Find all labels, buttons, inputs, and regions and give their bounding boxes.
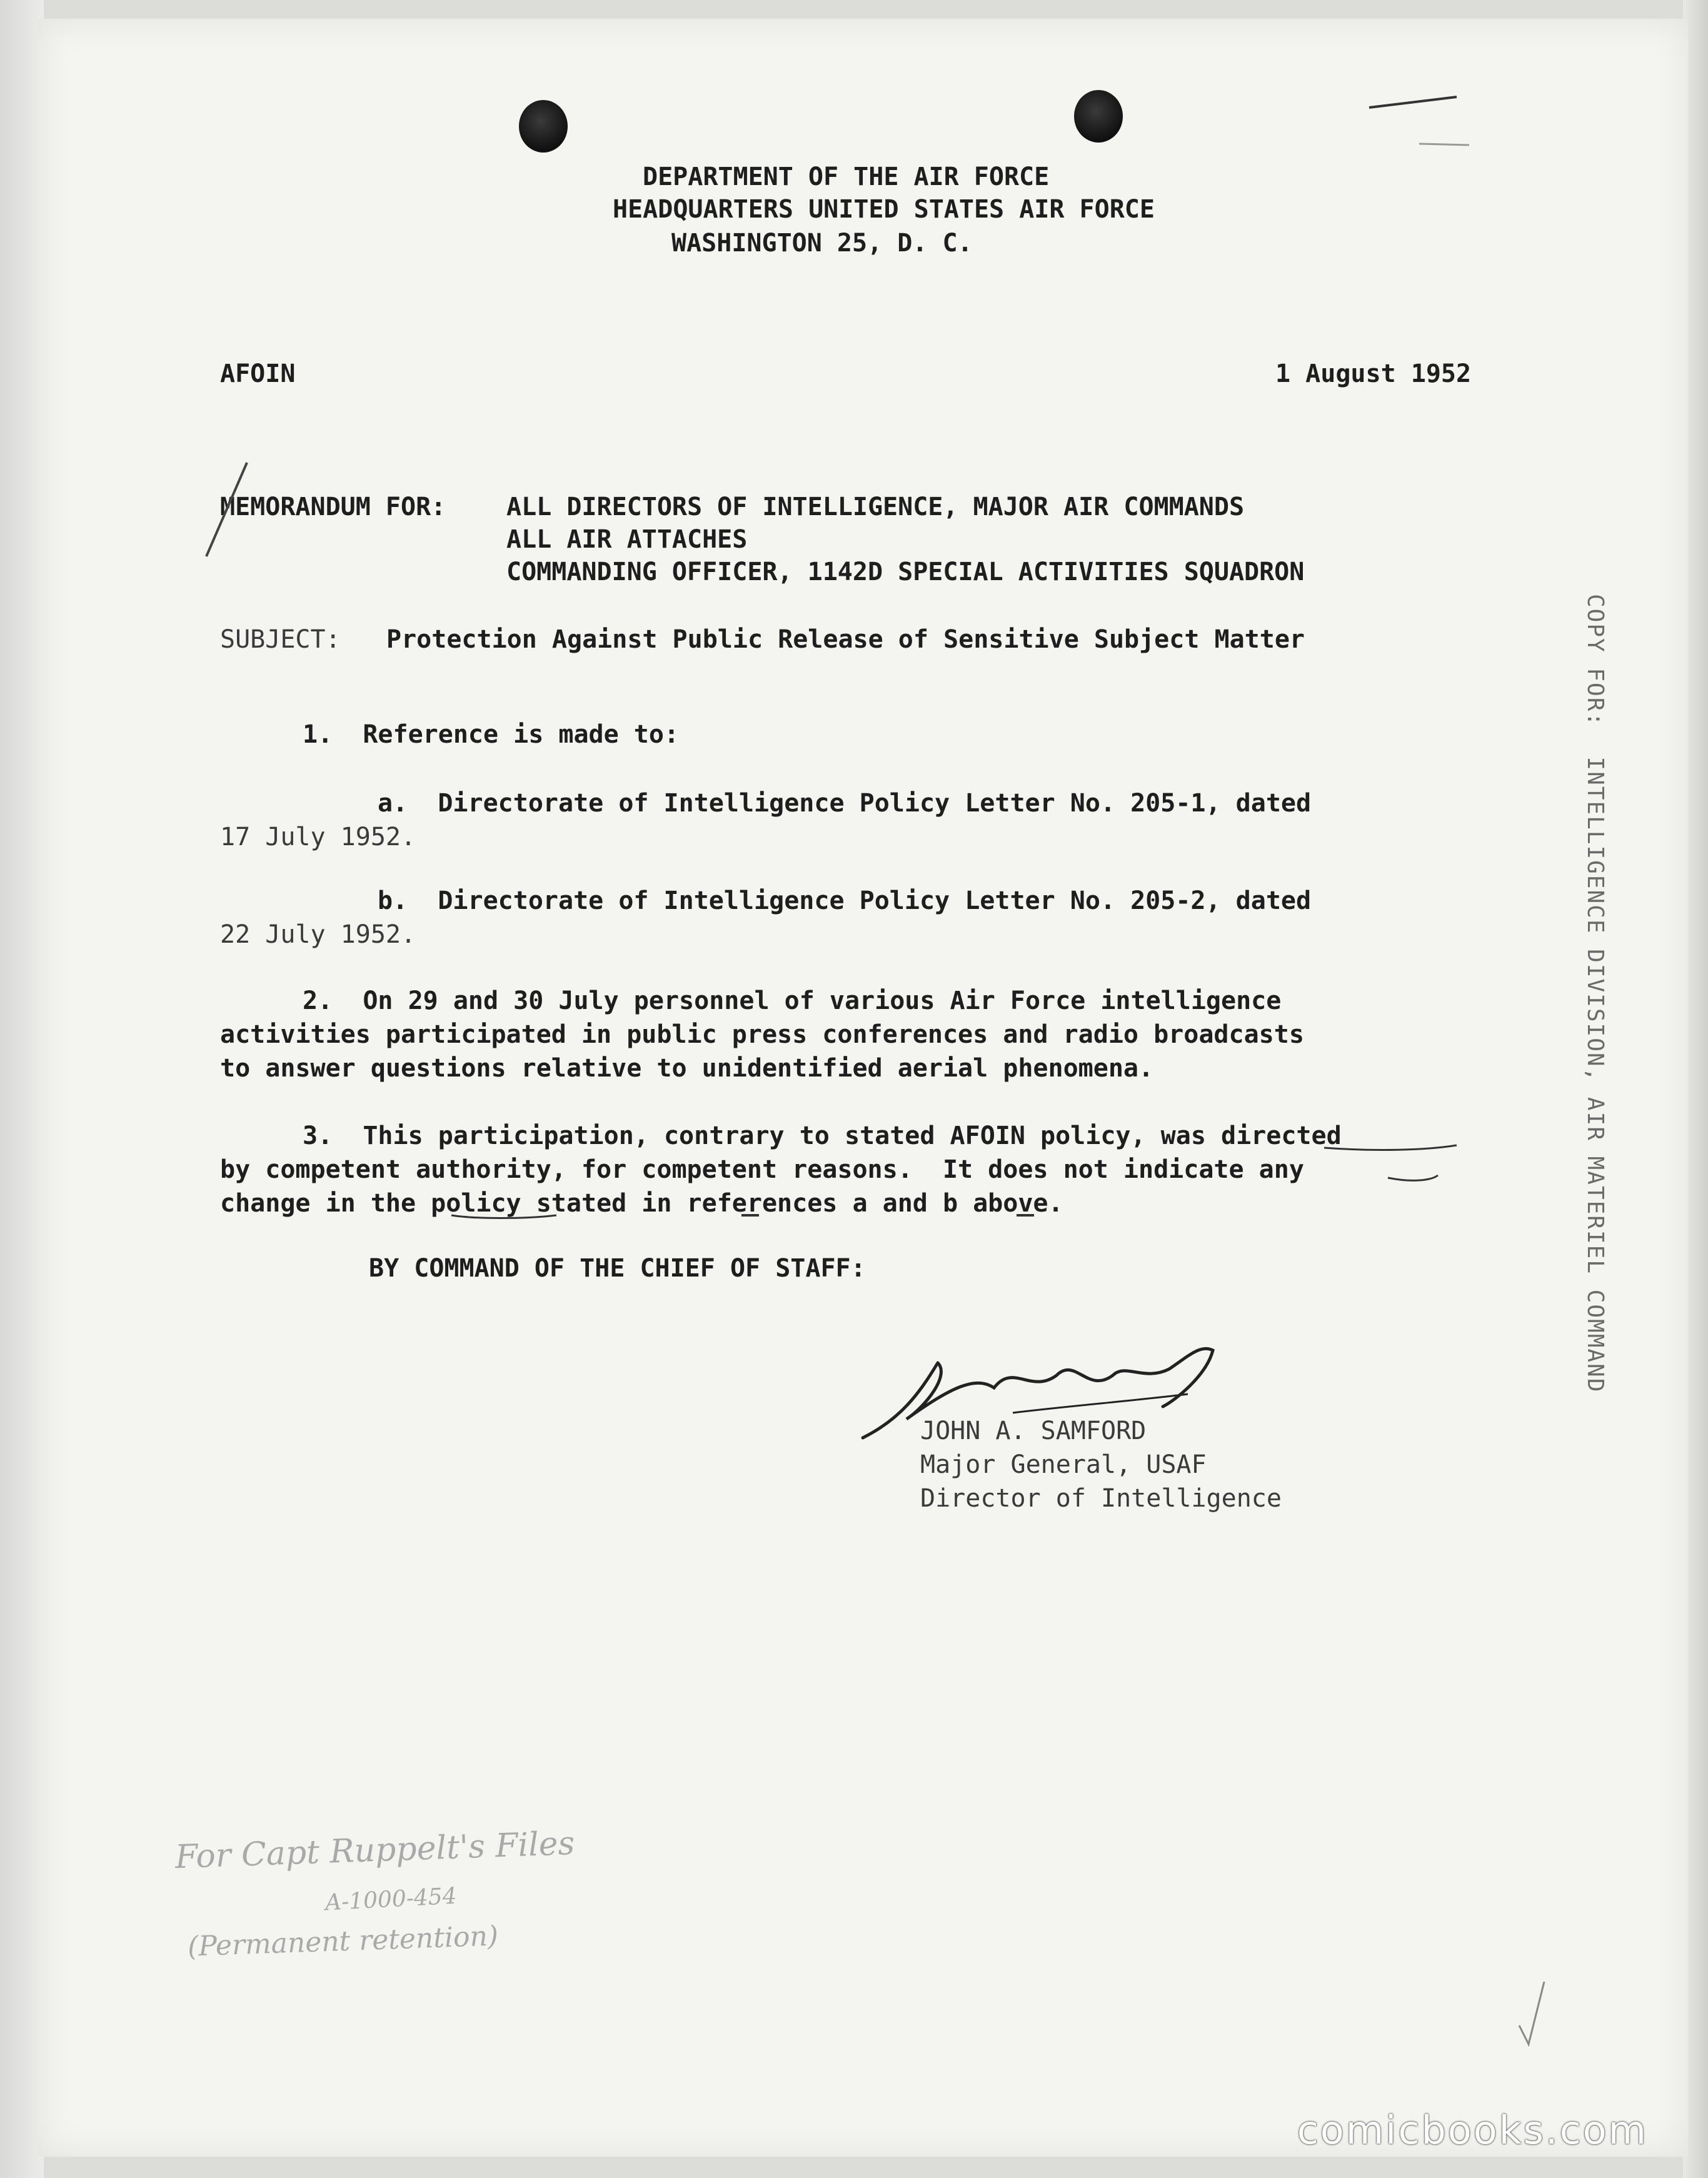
reference-a-line: 17 July 1952.	[220, 823, 416, 851]
reference-a-line: a. Directorate of Intelligence Policy Letter No. 205-1, dated	[378, 789, 1312, 818]
paragraph-3-line: change in the policy stated in references a and b above.	[220, 1189, 1063, 1218]
recipient-line: COMMANDING OFFICER, 1142D SPECIAL ACTIVITIES SQUADRON	[506, 558, 1305, 586]
letterhead-headquarters: HEADQUARTERS UNITED STATES AIR FORCE	[613, 195, 1155, 224]
memo-date: 1 August 1952	[1275, 359, 1472, 388]
office-symbol: AFOIN	[220, 359, 296, 388]
reference-b-line: 22 July 1952.	[220, 920, 416, 949]
handwritten-note-line: For Capt Ruppelt's Files	[174, 1824, 576, 1877]
memorandum-label: MEMORANDUM FOR:	[220, 493, 446, 521]
subject-label: SUBJECT:	[220, 625, 341, 654]
handwritten-note-line: (Permanent retention)	[187, 1920, 499, 1963]
watermark: comicbooks.com	[1297, 2107, 1648, 2153]
paragraph-1: 1. Reference is made to:	[303, 720, 680, 749]
paragraph-3-line: by competent authority, for competent reasons. It does not indicate any	[220, 1155, 1304, 1184]
recipient-line: ALL AIR ATTACHES	[506, 525, 748, 554]
paragraph-2-line: activities participated in public press conferences and radio broadcasts	[220, 1020, 1304, 1049]
handwritten-note-line: A-1000-454	[324, 1883, 458, 1916]
paragraph-2-line: 2. On 29 and 30 July personnel of various Air Force intelligence	[303, 986, 1282, 1015]
copy-for-side-note: COPY FOR: INTELLIGENCE DIVISION, AIR MATERIEL COMMAND	[1582, 594, 1608, 1393]
paragraph-2-line: to answer questions relative to unidentified aerial phenomena.	[220, 1054, 1154, 1083]
signer-name: JOHN A. SAMFORD	[920, 1417, 1147, 1445]
letterhead-address: WASHINGTON 25, D. C.	[671, 229, 973, 258]
subject-text: Protection Against Public Release of Sensitive Subject Matter	[386, 625, 1305, 654]
recipient-line: ALL DIRECTORS OF INTELLIGENCE, MAJOR AIR COMMANDS	[506, 493, 1245, 521]
signer-rank: Major General, USAF	[920, 1450, 1207, 1479]
paragraph-3-line: 3. This participation, contrary to stated AFOIN policy, was directed	[303, 1122, 1342, 1150]
letterhead-department: DEPARTMENT OF THE AIR FORCE	[643, 163, 1050, 191]
reference-b-line: b. Directorate of Intelligence Policy Letter No. 205-2, dated	[378, 886, 1312, 915]
closing-line: BY COMMAND OF THE CHIEF OF STAFF:	[369, 1254, 866, 1283]
signer-title: Director of Intelligence	[920, 1484, 1282, 1513]
